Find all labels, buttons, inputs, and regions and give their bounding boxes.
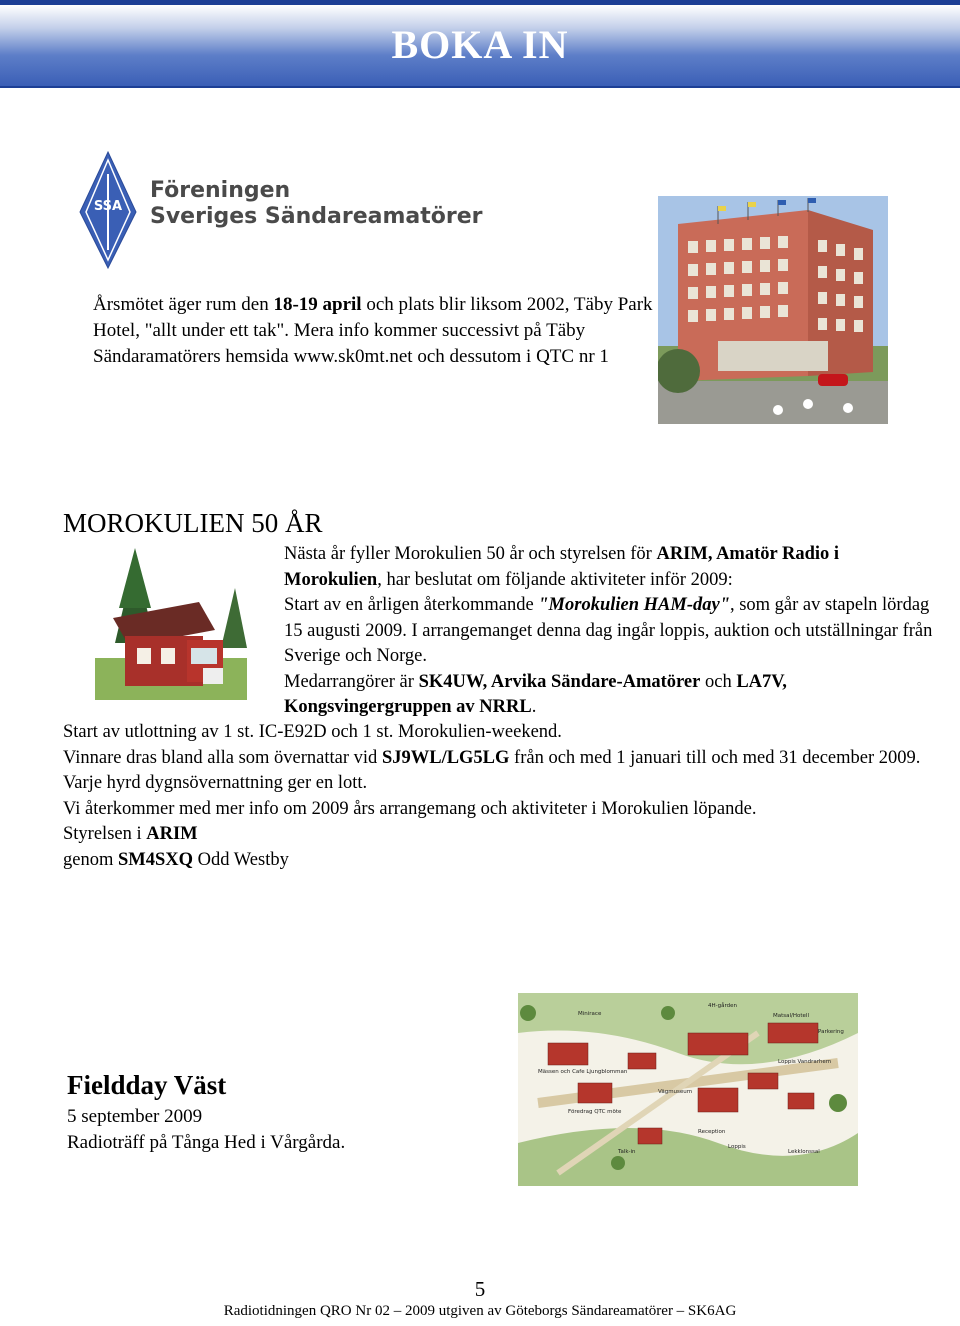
mk-text: och xyxy=(700,671,737,692)
signature-person xyxy=(63,848,943,874)
mk-text: . xyxy=(531,697,537,717)
logo-line-2: Sveriges Sändareamatörer xyxy=(150,204,483,229)
fieldday-description: Radioträff på Tånga Hed i Vårgårda. xyxy=(67,1132,346,1153)
ham-day-name: "Morokulien HAM-day" xyxy=(538,595,730,615)
map-label-foredrag: Föredrag QTC möte xyxy=(568,1109,622,1115)
ssa-diamond-icon xyxy=(78,150,148,270)
map-label-4h: 4H-gården xyxy=(708,1003,738,1009)
page-footer: Radiotidningen QRO Nr 02 – 2009 utgiven av Göteborgs Sändareamatörer – SK6AG xyxy=(223,1303,737,1319)
morokulien-para-3 xyxy=(284,670,934,721)
map-label-loppis-vandrarhem: Loppis Vandrarhem xyxy=(778,1059,832,1065)
cabin-photo xyxy=(95,548,247,700)
mk-text: Odd Westby xyxy=(193,849,289,870)
hotel-photo xyxy=(658,196,888,424)
morokulien-details xyxy=(63,720,943,873)
callsign-sj9wl: SJ9WL/LG5LG xyxy=(381,747,510,768)
arim-signature: ARIM xyxy=(146,824,198,844)
fieldday-heading: Fieldday Väst xyxy=(67,1070,227,1100)
callsign-sm4sxq: SM4SXQ xyxy=(117,849,194,870)
page-number: 5 xyxy=(474,1277,486,1301)
morokulien-para-1 xyxy=(284,542,934,593)
mk-text: genom xyxy=(63,849,118,870)
mk-text: från och med 1 januari till och med 31 december 2009. xyxy=(509,747,921,768)
lottery-winners xyxy=(63,746,943,797)
morokulien-para-2 xyxy=(284,593,934,670)
mk-text: , som går av stapeln lördag 15 augusti 2009. xyxy=(284,595,930,641)
morokulien-intro xyxy=(284,542,934,721)
meeting-date: 18-19 april xyxy=(273,294,362,315)
map-label-vagmuseum: Vägmuseum xyxy=(658,1089,693,1095)
fieldday-info xyxy=(67,1104,345,1156)
mk-text: I arrangemanget denna dag ingår loppis, auktion och utställningar från Sverige och Norge. xyxy=(284,620,933,666)
mk-text: Nästa år fyller Morokulien 50 år och styrelsen för xyxy=(284,544,657,564)
more-info: Vi återkommer med mer info om 2009 års arrangemang och aktiviteter i Morokulien löpande. xyxy=(63,798,757,819)
title-banner xyxy=(0,0,960,88)
arim-name: ARIM, Amatör Radio i Morokulien xyxy=(284,544,840,590)
site-map-illustration xyxy=(518,993,858,1186)
sk4uw-name: SK4UW, Arvika Sändare-Amatörer xyxy=(418,671,701,692)
map-label-minirace: Minirace xyxy=(578,1011,602,1017)
morokulien-heading: MOROKULIEN 50 ÅR xyxy=(63,508,323,538)
fieldday-date: 5 september 2009 xyxy=(67,1106,203,1127)
map-label-reception: Reception xyxy=(698,1129,726,1135)
mk-text: Varje hyrd dygnsövernattning ger en lott. xyxy=(63,773,368,793)
ssa-mark-text: SSA xyxy=(93,199,123,214)
map-label-lekklonssal: Lekklonssal xyxy=(788,1149,820,1155)
mk-text: Start av en årligen återkommande xyxy=(284,595,539,615)
map-label-talkin: Talk-in xyxy=(618,1149,636,1155)
mk-text: Styrelsen i xyxy=(63,824,147,844)
mk-text: Vinnare dras bland alla som övernattar vid xyxy=(63,747,382,768)
la7v-name: LA7V, Kongsvingergruppen av NRRL xyxy=(284,671,787,717)
mk-text: Medarrangörer är xyxy=(284,671,419,692)
mk-text: , har beslutat om följande aktiviteter inför 2009: xyxy=(377,569,733,590)
map-label-massen: Mässen och Cafe Ljungblomman xyxy=(538,1069,628,1075)
logo-line-1: Föreningen xyxy=(150,178,291,203)
map-label-loppis: Loppis xyxy=(728,1144,746,1150)
intro-text-1: Årsmötet äger rum den xyxy=(93,294,274,315)
map-label-matsal: Matsal/Hotell xyxy=(773,1013,809,1019)
map-label-parkering: Parkering xyxy=(818,1029,844,1035)
annual-meeting-text xyxy=(93,292,653,370)
logo-wordmark xyxy=(150,178,483,230)
lottery-start: Start av utlottning av 1 st. IC-E92D och 1 st. Morokulien-weekend. xyxy=(63,722,562,742)
intro-text-2: och plats blir liksom 2002, Täby Park Hotel, "allt under ett tak". Mera info kommer successivt på Täby Sändaramatörers hemsida www.sk0mt.net och dessutom i QTC nr 1 xyxy=(93,294,653,367)
page-title: BOKA IN xyxy=(391,22,569,67)
signature-board xyxy=(63,822,943,848)
ssa-logo xyxy=(78,150,498,270)
